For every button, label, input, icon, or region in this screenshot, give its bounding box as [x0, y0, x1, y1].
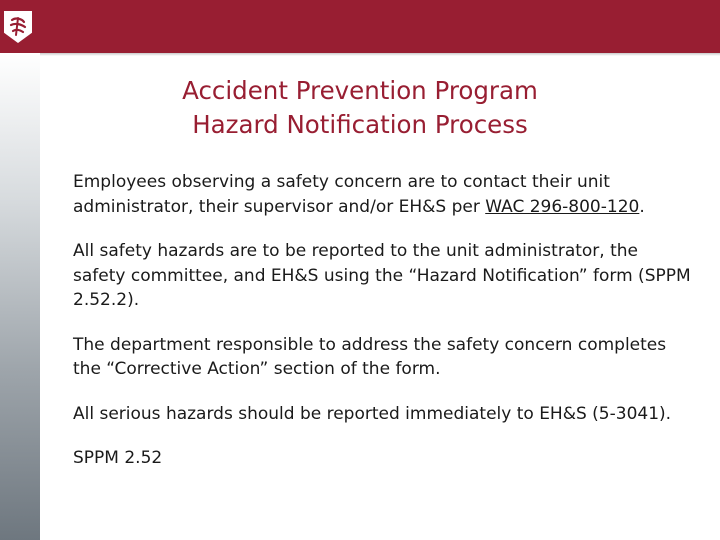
header-bar: [0, 0, 720, 53]
title-line-2: Hazard Notification Process: [192, 110, 528, 139]
paragraph-sppm-reference: SPPM 2.52: [73, 448, 163, 468]
paragraph-report-concern: [73, 170, 693, 219]
paragraph-serious-hazards: All serious hazards should be reported immediately to EH&S (5-3041).: [73, 403, 672, 424]
paragraph-1-end: .: [639, 196, 645, 217]
title-line-1: Accident Prevention Program: [182, 76, 538, 105]
header-shadow: [0, 53, 720, 56]
paragraph-corrective-action: The department responsible to address the safety concern completes the “Corrective Action” section of the form.: [73, 334, 667, 379]
slide-title: [100, 74, 620, 142]
paragraph-1-text: Employees observing a safety concern are to contact their unit administrator, their supervisor and/or EH&S per: [73, 172, 610, 217]
sidebar-gradient: [0, 53, 40, 540]
paragraph-hazard-form: All safety hazards are to be reported to the unit administrator, the safety committee, and EH&S using the “Hazard Notification” form (SPPM 2.52.2).: [73, 241, 691, 310]
wac-link[interactable]: WAC 296-800-120: [485, 196, 640, 217]
slide-body: [73, 170, 693, 491]
wsu-shield-logo-icon: [4, 11, 32, 43]
